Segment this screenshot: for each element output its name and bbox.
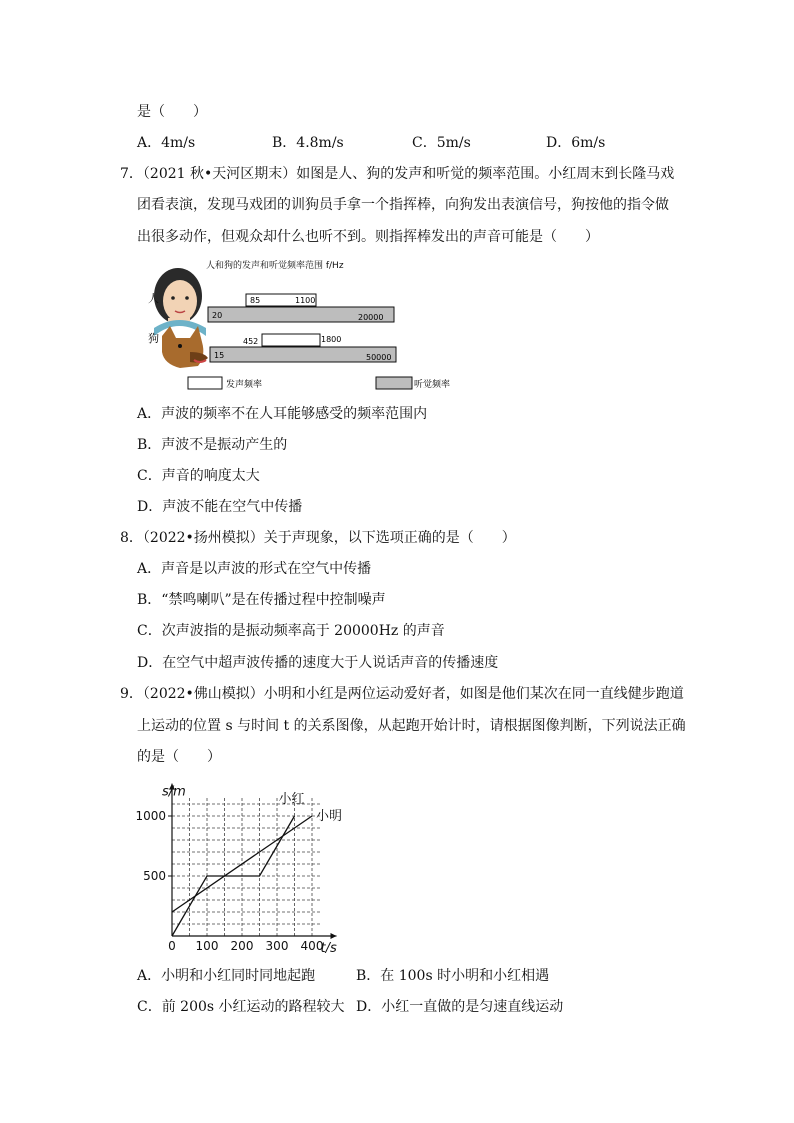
x-tick-label: 200 <box>230 939 254 953</box>
q8-option-a: A．声音是以声波的形式在空气中传播 <box>137 561 372 577</box>
dog-hearing-max: 50000 <box>366 353 392 362</box>
human-face-icon <box>154 268 206 336</box>
q9-stem-line-2: 上运动的位置 s 与时间 t 的关系图像，从起跑开始计时，请根据图像判断，下列说法正确 <box>137 718 686 734</box>
q9-option-b: B．在 100s 时小明和小红相遇 <box>356 968 550 984</box>
frequency-range-figure <box>140 256 480 396</box>
x-tick-label: 0 <box>168 939 176 953</box>
q6-option-c: C．5m/s <box>412 135 471 151</box>
q6-option-d: D．6m/s <box>546 135 606 151</box>
q9-stem-line-3: 的是（ ） <box>137 749 221 765</box>
figure-title: 人和狗的发声和听觉频率范围 f/Hz <box>206 261 344 271</box>
chart-axes <box>168 784 337 939</box>
series-label-xiaohong: 小红 <box>278 791 305 807</box>
chart-grid <box>172 798 321 936</box>
dog-voice-max: 1800 <box>321 335 342 344</box>
x-tick-label: 300 <box>265 939 289 953</box>
chart-labels <box>135 785 342 956</box>
q9-option-a: A．小明和小红同时同地起跑 <box>137 968 316 984</box>
x-tick-label: 100 <box>195 939 219 953</box>
y-tick-label: 1000 <box>135 809 166 823</box>
q7-option-a: A．声波的频率不在人耳能够感受的频率范围内 <box>137 406 428 422</box>
q9-option-c: C．前 200s 小红运动的路程较大 <box>137 999 345 1015</box>
q7-stem-line-1: 7．（2021 秋•天河区期末）如图是人、狗的发声和听觉的频率范围。小红周末到长隆马戏 <box>120 166 675 182</box>
q7-stem-line-2: 团看表演，发现马戏团的训狗员手拿一个指挥棒，向狗发出表演信号，狗按他的指令做 <box>137 197 669 213</box>
q8-option-b: B．“禁鸣喇叭”是在传播过程中控制噪声 <box>137 592 386 608</box>
q6-option-a: A．4m/s <box>137 135 196 151</box>
x-axis-label: t/s <box>320 941 337 956</box>
dog-hearing-min: 15 <box>214 351 225 360</box>
human-voice-max: 1100 <box>295 296 316 305</box>
x-axis-arrow <box>331 933 337 939</box>
human-voice-min: 85 <box>250 296 261 305</box>
legend-voice-label: 发声频率 <box>226 380 263 390</box>
y-tick-label: 500 <box>143 869 166 883</box>
q9-option-d: D．小红一直做的是匀速直线运动 <box>356 999 564 1015</box>
q7-option-d: D．声波不能在空气中传播 <box>137 499 303 515</box>
dog-label: 狗 <box>148 332 159 345</box>
human-hearing-max: 20000 <box>358 313 384 322</box>
q6-option-b: B．4.8m/s <box>272 135 344 151</box>
legend-hearing-swatch <box>376 377 412 389</box>
human-label: 人 <box>148 292 159 305</box>
dog-voice-min: 452 <box>243 337 259 346</box>
dog-voice-bar <box>262 334 320 346</box>
legend-hearing-label: 听觉频率 <box>414 380 451 390</box>
q7-option-c: C．声音的响度太大 <box>137 468 260 484</box>
q8-stem: 8．（2022•扬州模拟）关于声现象，以下选项正确的是（ ） <box>120 530 516 546</box>
q7-stem-line-3: 出很多动作，但观众却什么也听不到。则指挥棒发出的声音可能是（ ） <box>137 229 599 245</box>
q9-stem-line-1: 9．（2022•佛山模拟）小明和小红是两位运动爱好者，如图是他们某次在同一直线健步跑道 <box>120 686 684 702</box>
q6-tail: 是（ ） <box>137 104 207 120</box>
q7-option-b: B．声波不是振动产生的 <box>137 437 288 453</box>
y-axis-label: s/m <box>162 784 186 800</box>
series-label-xiaoming: 小明 <box>316 809 343 824</box>
series-line-xiaohong <box>172 816 295 936</box>
x-tick-label: 400 <box>300 939 324 953</box>
q8-option-c: C．次声波指的是振动频率高于 20000Hz 的声音 <box>137 623 445 639</box>
position-time-chart <box>130 778 360 958</box>
legend-voice-swatch <box>188 377 222 389</box>
human-hearing-min: 20 <box>212 311 223 320</box>
q8-option-d: D．在空气中超声波传播的速度大于人说话声音的传播速度 <box>137 655 499 671</box>
